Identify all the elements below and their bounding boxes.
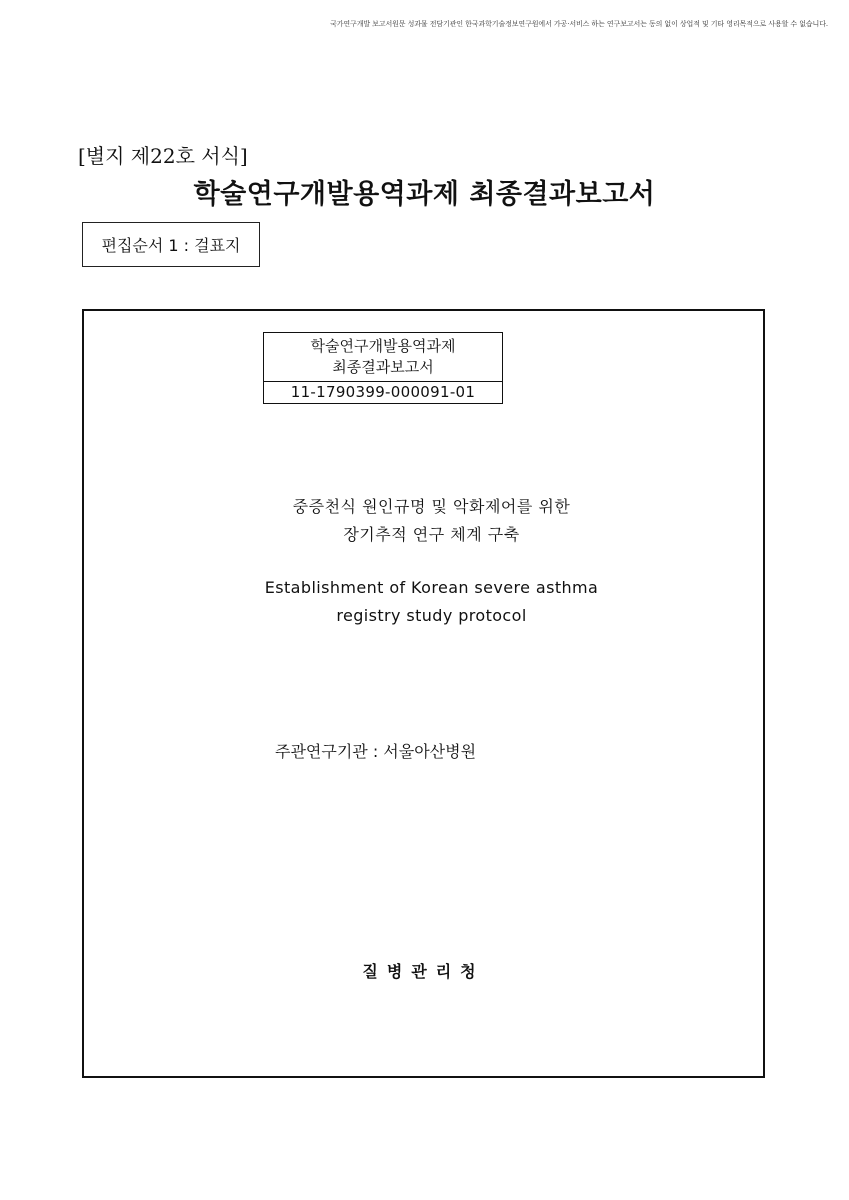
korean-title-line2: 장기추적 연구 체계 구축: [343, 525, 520, 544]
edit-order-label: 편집순서 1 : 걸표지: [101, 236, 241, 255]
report-number: 11-1790399-000091-01: [290, 383, 476, 401]
report-type-line2: 최종결과보고서: [332, 358, 434, 376]
english-title: [82, 574, 781, 630]
english-title-line1: Establishment of Korean severe asthma: [264, 578, 599, 597]
agency-name: 질병관리청: [362, 962, 485, 981]
korean-title-line1: 중증천식 원인규명 및 악화제어를 위한: [292, 497, 571, 516]
english-title-line2: registry study protocol: [336, 606, 527, 625]
document-title: 학술연구개발용역과제 최종결과보고서: [193, 179, 656, 210]
form-label: [별지 제22호 서식]: [78, 144, 248, 168]
edit-order-box: [82, 222, 260, 267]
copyright-notice: 국가연구개발 보고서원문 성과물 전담기관인 한국과학기술정보연구원에서 가공·서비스 하는 연구보고서는 동의 없이 상업적 및 기타 영리목적으로 사용할 수 없습니다.: [330, 20, 828, 28]
report-type-cell: [264, 333, 502, 382]
report-type-line1: 학술연구개발용역과제: [310, 337, 456, 355]
report-number-cell: [264, 382, 502, 402]
report-info-box: [263, 332, 503, 404]
lead-institution: 주관연구기관 : 서울아산병원: [275, 742, 477, 761]
korean-title: [82, 493, 781, 549]
